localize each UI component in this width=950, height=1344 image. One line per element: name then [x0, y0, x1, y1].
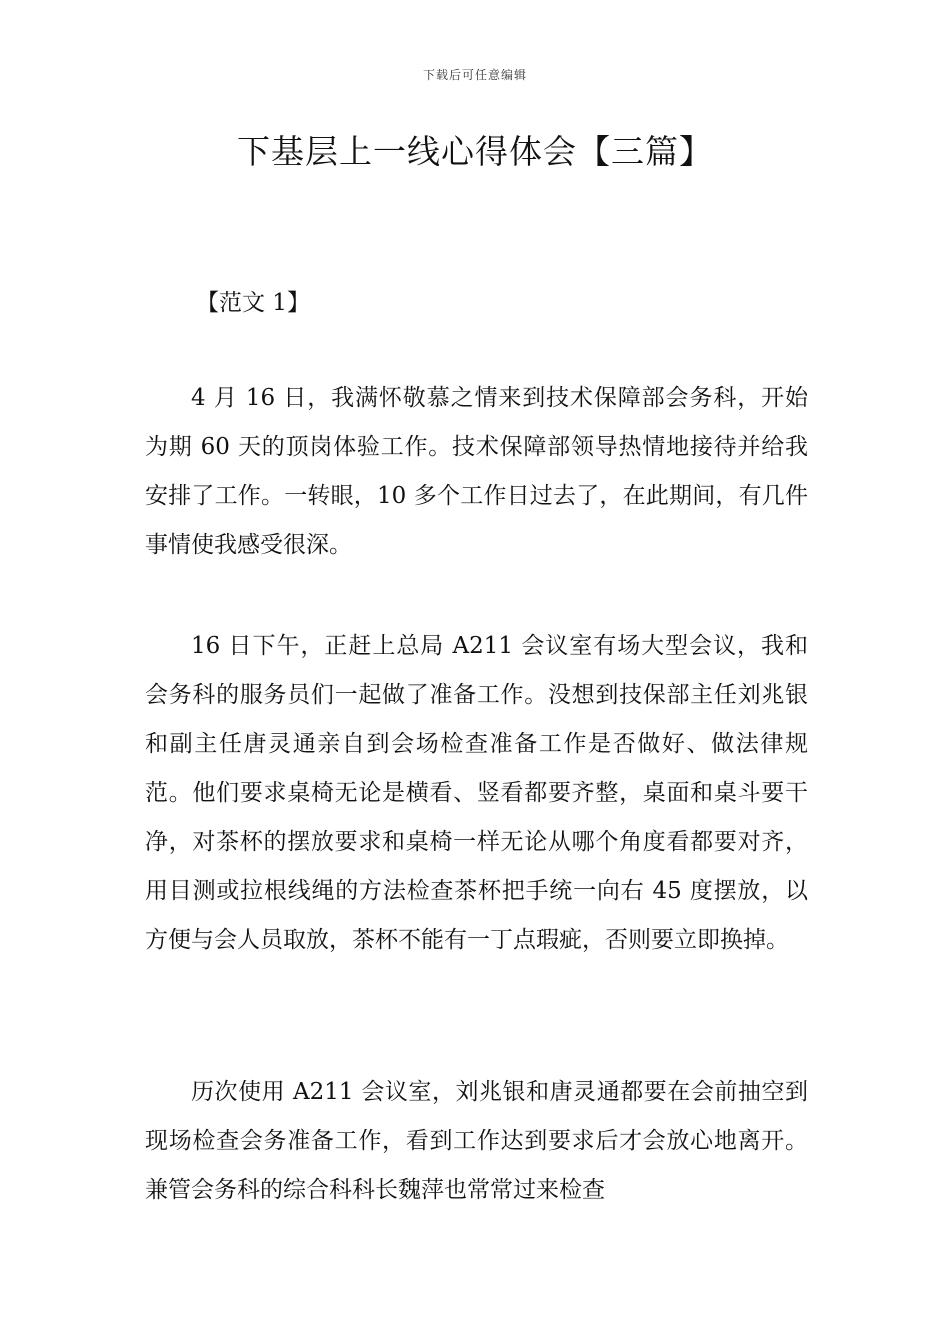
paragraph-1: 4 月 16 日，我满怀敬慕之情来到技术保障部会务科，开始为期 60 天的顶岗体验工作。技术保障部领导热情地接待并给我安排了工作。一转眼，10 多个工作日过去了，在此期间，有几件事情使我感受很深。 [145, 385, 808, 558]
paragraph-block [145, 374, 808, 570]
paragraph-3: 历次使用 A211 会议室，刘兆银和唐灵通都要在会前抽空到现场检查会务准备工作，看到工作达到要求后才会放心地离开。兼管会务科的综合科科长魏萍也常常过来检查 [145, 1079, 808, 1203]
paragraph-block [145, 622, 808, 965]
document-title: 下基层上一线心得体会【三篇】 [237, 132, 713, 171]
header-note: 下载后可任意编辑 [422, 68, 527, 82]
paragraph-block [145, 1068, 808, 1215]
section-label: 【范文 1】 [196, 290, 310, 316]
paragraph-2: 16 日下午，正赶上总局 A211 会议室有场大型会议，我和会务科的服务员们一起做了准备工作。没想到技保部主任刘兆银和副主任唐灵通亲自到会场检查准备工作是否做好、做法律规范。他们要求桌椅无论是横看、竖看都要齐整，桌面和桌斗要干净，对茶杯的摆放要求和桌椅一样无论从哪个角度看都要对齐，用目测或拉根线绳的方法检查茶杯把手统一向右 45 度摆放，以方便与会人员取放，茶杯不能有一丁点瑕疵，否则要立即换掉。 [145, 633, 808, 953]
